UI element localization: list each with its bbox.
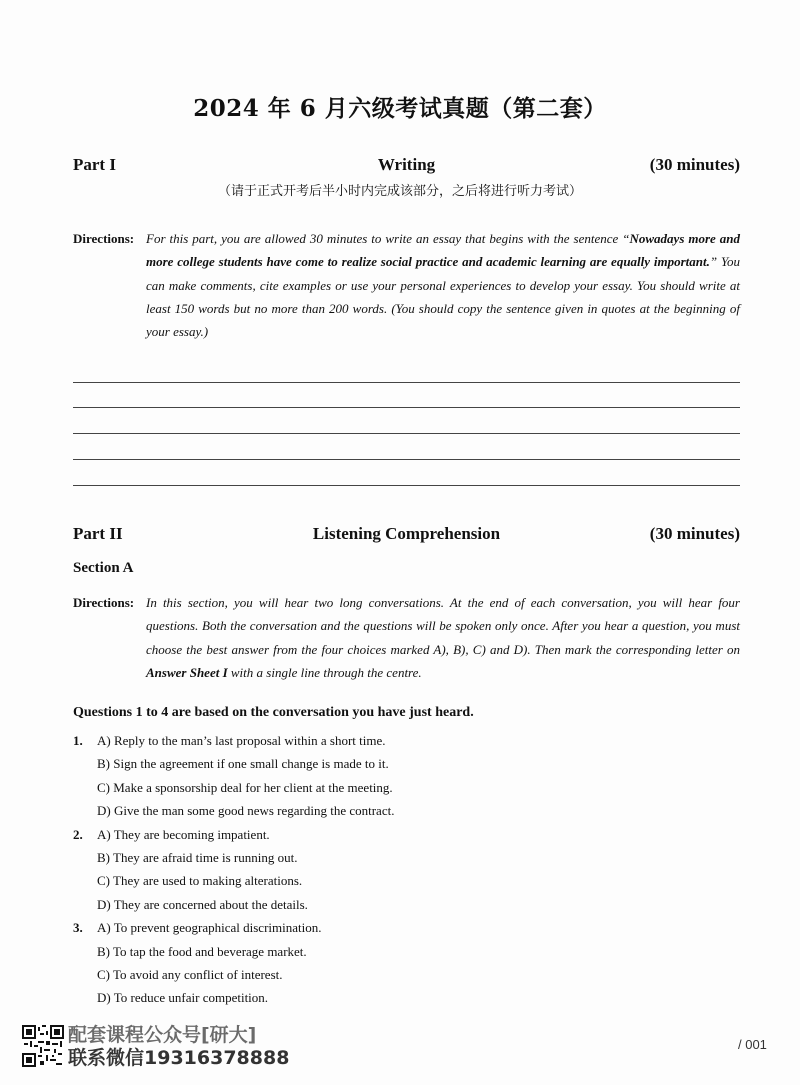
option-c (73, 776, 740, 799)
answer-line (73, 433, 740, 434)
option-text: C) Make a sponsorship deal for her client at the meeting. (97, 779, 393, 795)
part1-name: Writing (377, 155, 436, 174)
option-text: A) They are becoming impatient. (97, 826, 270, 842)
part2-header (73, 524, 740, 548)
option-text: D) To reduce unfair competition. (97, 990, 269, 1006)
question-list (73, 729, 740, 1010)
option-text: B) They are afraid time is running out. (97, 849, 298, 865)
question-3 (73, 916, 740, 1010)
option-d (73, 986, 740, 1009)
question-group-heading: Questions 1 to 4 are based on the conversation you have just heard. (73, 705, 474, 720)
option-b (73, 940, 740, 963)
answer-line (73, 382, 740, 383)
option-a (73, 823, 740, 846)
option-text: D) They are concerned about the details. (97, 896, 308, 912)
option-text: B) To tap the food and beverage market. (97, 943, 307, 959)
qr-code-icon (22, 1025, 64, 1067)
option-text: D) Give the man some good news regarding the contract. (97, 803, 395, 819)
directions-label: Directions: (73, 595, 135, 610)
part1-note: （请于正式开考后半小时内完成该部分，之后将进行听力考试） (217, 184, 582, 199)
part1-header (73, 155, 740, 179)
directions-bold-segment: Answer Sheet I (146, 664, 228, 680)
directions-text-segment: In this section, you will hear two long conversations. At the end of each conversation, you will hear four questions. Both the conversation and the questions will be spoken only once. After you hear a question, you must choose the best answer from the four choices marked A), B), C) and D). Then mark the corresponding letter on (146, 595, 740, 657)
question-1 (73, 729, 740, 823)
part1-label: Part I (73, 155, 116, 174)
directions-text-segment: with a single line through the centre. (227, 664, 422, 680)
directions-text-segment: For this part, you are allowed 30 minutes to write an essay that begins with the sentence “ (146, 231, 630, 246)
option-c (73, 963, 740, 986)
promo-line-2: 联系微信19316378888 (68, 1047, 290, 1069)
part1-time: (30 minutes) (649, 155, 740, 174)
directions-label: Directions: (73, 231, 135, 246)
question-number: 1. (73, 733, 83, 748)
document-title: 2024 年 6 月六级考试真题（第二套） (193, 95, 607, 122)
option-b (73, 846, 740, 869)
answer-line (73, 459, 740, 460)
option-text: C) To avoid any conflict of interest. (97, 966, 283, 982)
directions-text (146, 227, 740, 343)
promo-line-1: 配套课程公众号[研大] (68, 1024, 257, 1046)
part2-name: Listening Comprehension (312, 524, 501, 543)
part2-directions (73, 591, 740, 684)
answer-line (73, 407, 740, 408)
answer-line (73, 485, 740, 486)
option-text: B) Sign the agreement if one small change is made to it. (97, 756, 389, 772)
part2-label: Part II (73, 524, 123, 543)
option-a (73, 729, 740, 752)
directions-bold-segment: Nowadays more and more college students have come to realize social practice and academic learning are equally important. (146, 231, 741, 270)
option-c (73, 869, 740, 892)
option-text: A) Reply to the man’s last proposal within a short time. (97, 733, 386, 748)
option-a (73, 916, 740, 939)
question-number: 3. (73, 920, 83, 936)
directions-text-segment: ” You can make comments, cite examples or use your personal experiences to develop your essay. You should write at least 150 words but no more than 200 words. (You should copy the sentence given in quotes at the beginning of your essay.) (146, 254, 740, 340)
part1-directions (73, 227, 740, 343)
part2-time: (30 minutes) (649, 524, 740, 543)
option-text: A) To prevent geographical discrimination. (97, 920, 322, 936)
directions-text (146, 591, 740, 684)
option-b (73, 752, 740, 775)
section-heading: Section A (73, 560, 134, 576)
option-d (73, 893, 740, 916)
option-text: C) They are used to making alterations. (97, 873, 303, 889)
option-d (73, 799, 740, 822)
page-number: / 001 (738, 1037, 767, 1052)
question-number: 2. (73, 826, 83, 842)
question-2 (73, 823, 740, 917)
